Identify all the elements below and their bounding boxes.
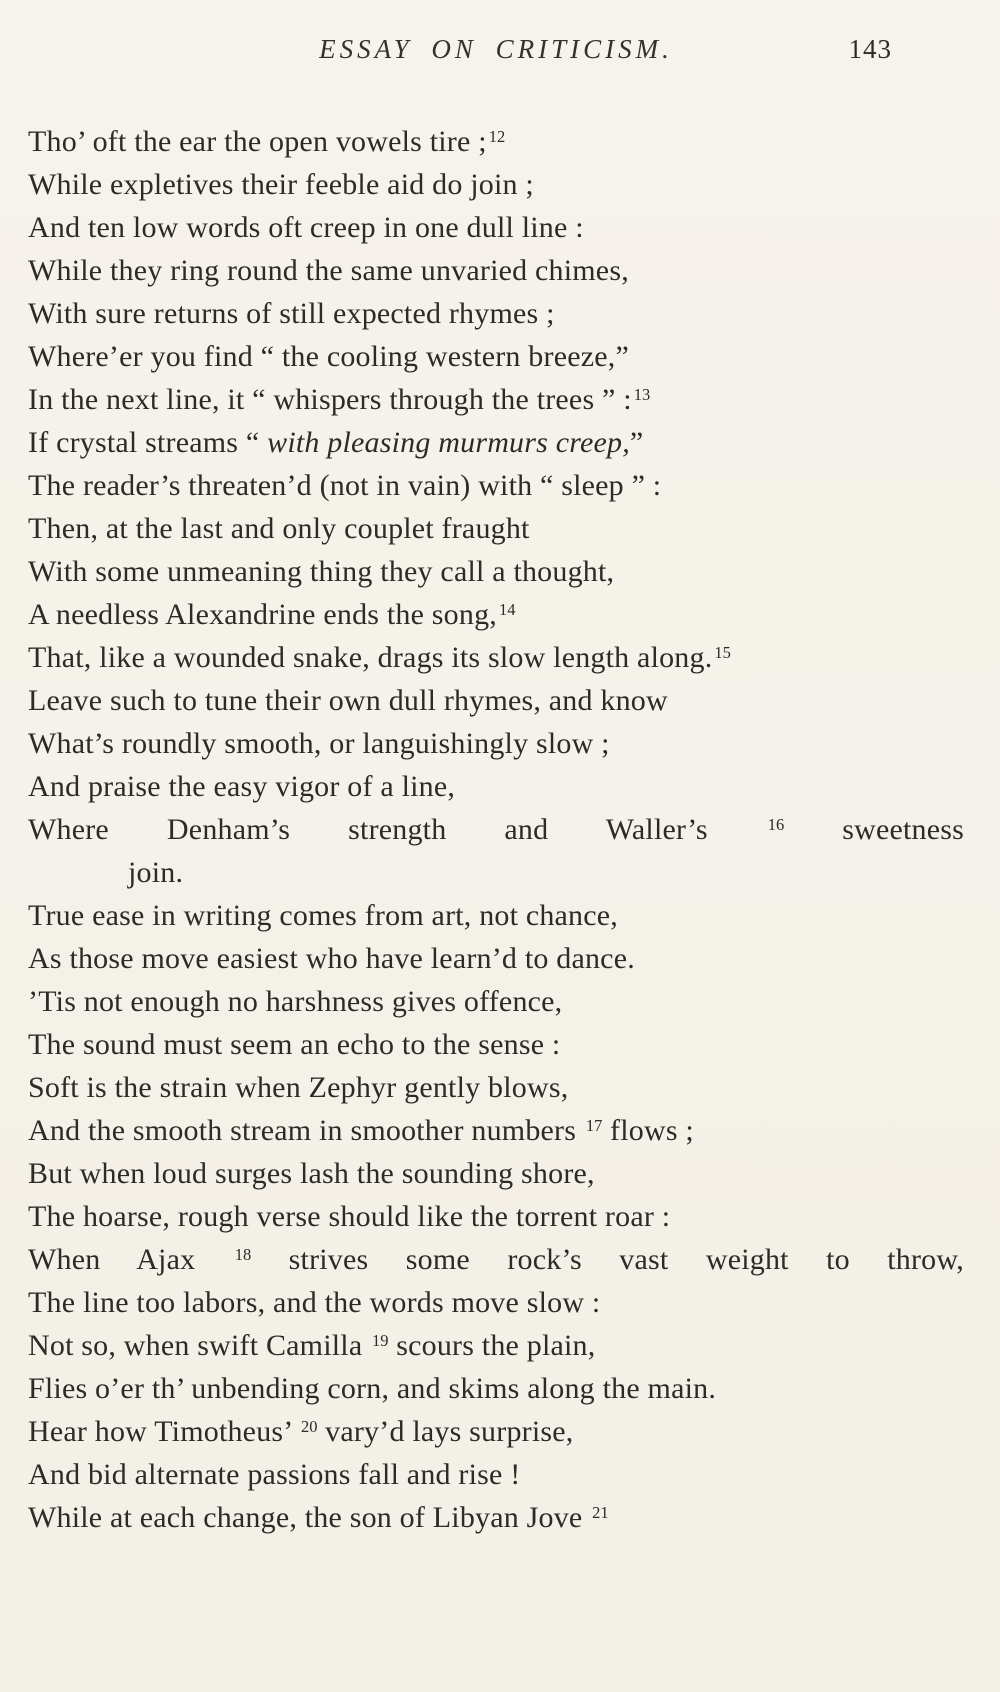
- poem-line: [28, 1410, 964, 1453]
- line-text: strives some rock’s vast weight to throw,: [251, 1243, 964, 1276]
- poem-line: [28, 249, 964, 292]
- line-text: And ten low words oft creep in one dull line :: [28, 211, 584, 244]
- line-text: vary’d lays surprise,: [317, 1415, 574, 1448]
- line-text: sweetness: [784, 813, 964, 846]
- footnote-marker: 16: [767, 814, 785, 834]
- line-text: The hoarse, rough verse should like the torrent roar :: [28, 1200, 671, 1233]
- line-text: What’s roundly smooth, or languishingly slow ;: [28, 727, 610, 760]
- page-number: 143: [848, 34, 892, 64]
- line-text: Tho’ oft the ear the open vowels tire ;: [28, 125, 487, 158]
- line-text: And bid alternate passions fall and rise !: [28, 1458, 521, 1491]
- line-text: If crystal streams “: [28, 426, 268, 459]
- footnote-marker: 19: [372, 1330, 389, 1350]
- line-text: And praise the easy vigor of a line,: [28, 770, 456, 803]
- page-header: [28, 34, 964, 74]
- line-text: scours the plain,: [388, 1329, 596, 1362]
- line-text: In the next line, it “ whispers through the trees ” :: [28, 383, 632, 416]
- poem-line: [28, 292, 964, 335]
- line-text: As those move easiest who have learn’d to dance.: [28, 942, 635, 975]
- poem-line: [28, 937, 964, 980]
- footnote-marker: 12: [488, 126, 506, 146]
- line-text: The sound must seem an echo to the sense :: [28, 1028, 561, 1061]
- line-text: But when loud surges lash the sounding shore,: [28, 1157, 595, 1190]
- poem-line: [28, 421, 964, 464]
- line-text: True ease in writing comes from art, not chance,: [28, 899, 618, 932]
- line-text: Soft is the strain when Zephyr gently blows,: [28, 1071, 569, 1104]
- poem-line: [28, 679, 964, 722]
- line-text: And the smooth stream in smoother numbers: [28, 1114, 584, 1147]
- poem-line: [28, 851, 964, 894]
- line-text: A needless Alexandrine ends the song,: [28, 598, 497, 631]
- line-text: While expletives their feeble aid do join ;: [28, 168, 534, 201]
- poem-line: [28, 1453, 964, 1496]
- line-text: With sure returns of still expected rhymes ;: [28, 297, 555, 330]
- line-text: Where Denham’s strength and Waller’s: [28, 813, 766, 846]
- footnote-marker: 17: [585, 1115, 603, 1135]
- footnote-marker: 18: [234, 1244, 252, 1264]
- poem-line: [28, 894, 964, 937]
- line-text: ”: [629, 426, 644, 459]
- line-text: Flies o’er th’ unbending corn, and skims along the main.: [28, 1372, 717, 1405]
- footnote-marker: 20: [300, 1416, 318, 1436]
- line-text: That, like a wounded snake, drags its slow length along.: [28, 641, 713, 674]
- poem-line: [28, 765, 964, 808]
- poem-line: [28, 335, 964, 378]
- line-text: Then, at the last and only couplet fraught: [28, 512, 530, 545]
- poem-line: [28, 1152, 964, 1195]
- line-text: join.: [128, 856, 184, 889]
- poem-line: [28, 980, 964, 1023]
- line-text: Where’er you find “ the cooling western breeze,”: [28, 340, 629, 373]
- footnote-marker: 14: [498, 599, 516, 619]
- line-text: When Ajax: [28, 1243, 233, 1276]
- poem-line: [28, 1281, 964, 1324]
- poem-line: [28, 808, 964, 851]
- poem-line: [28, 1195, 964, 1238]
- poem-line: [28, 378, 964, 421]
- line-text: Hear how Timotheus’: [28, 1415, 299, 1448]
- poem-line: [28, 163, 964, 206]
- poem-line: [28, 1496, 964, 1539]
- poem-line: [28, 1109, 964, 1152]
- poem-line: [28, 593, 964, 636]
- footnote-marker: 21: [592, 1502, 609, 1522]
- poem-line: [28, 1023, 964, 1066]
- line-text: The line too labors, and the words move slow :: [28, 1286, 601, 1319]
- running-title: ESSAY ON CRITICISM.: [319, 34, 673, 64]
- poem-line: [28, 1367, 964, 1410]
- poem-line: [28, 464, 964, 507]
- poem-line: [28, 206, 964, 249]
- line-text: ’Tis not enough no harshness gives offence,: [28, 985, 563, 1018]
- line-text: with pleasing murmurs creep,: [267, 426, 630, 459]
- line-text: Leave such to tune their own dull rhymes, and know: [28, 684, 668, 717]
- poem-line: [28, 636, 964, 679]
- line-text: flows ;: [602, 1114, 694, 1147]
- footnote-marker: 15: [714, 642, 731, 662]
- footnote-marker: 13: [633, 384, 651, 404]
- poem-line: [28, 507, 964, 550]
- line-text: While they ring round the same unvaried chimes,: [28, 254, 629, 287]
- poem-line: [28, 120, 964, 163]
- line-text: While at each change, the son of Libyan Jove: [28, 1501, 591, 1534]
- poem-line: [28, 1324, 964, 1367]
- line-text: The reader’s threaten’d (not in vain) with “ sleep ” :: [28, 469, 662, 502]
- poem-line: [28, 550, 964, 593]
- line-text: With some unmeaning thing they call a thought,: [28, 555, 615, 588]
- poem-line: [28, 722, 964, 765]
- poem-line: [28, 1238, 964, 1281]
- poem-line: [28, 1066, 964, 1109]
- poem-body: [28, 120, 964, 1539]
- line-text: Not so, when swift Camilla: [28, 1329, 371, 1362]
